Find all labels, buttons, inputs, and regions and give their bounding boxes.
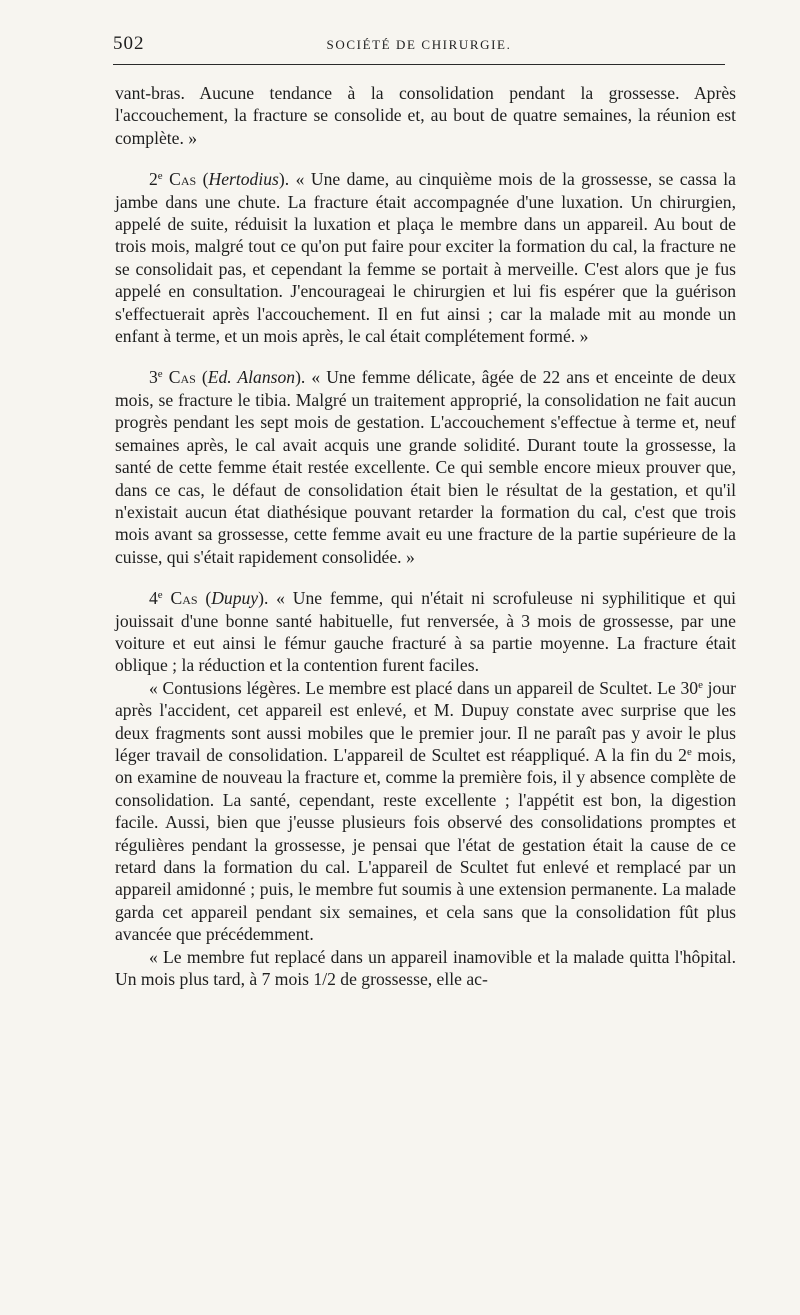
case-text: « Une femme délicate, âgée de 22 ans et enceinte de deux mois, se fracture le tibia. Malgré un traitement approprié, la consolidation ne fait aucun progrès pendant les sept mois de gestation. L'accouchement s'effectue à terme et, neuf semaines après, le cal avait acquis une grande solidité. Durant toute la grossesse, la santé de cette femme était restée excellente. Ce qui semble encore mieux prouver que, dans ce cas, le défaut de consolidation était bien le résultat de la gestation, et qu'il n'existait aucun état diathésique pouvant retarder la formation du cal, c'est que trois mois avant sa grossesse, cette femme avait eu une fracture de la partie supérieure de la cuisse, qui s'était rapidement consolidée. » — [115, 367, 736, 567]
paragraph-continuation: vant-bras. Aucune tendance à la consolidation pendant la grossesse. Après l'accouchement, la fracture se consolide et, au bout de quatre semaines, la réunion est complète. » — [115, 83, 736, 148]
case-number: 2 — [149, 169, 158, 190]
page-number: 502 — [113, 33, 145, 54]
case-text: « Une dame, au cinquième mois de la grossesse, se cassa la jambe dans une chute. La fracture était accompagnée d'une luxation. Un chirurgien, appelé de suite, réduisit la luxation et plaça le membre dans un appareil. Au bout de trois mois, malgré tout ce qu'on put faire pour exciter la formation du cal, la fracture ne se consolidait pas, et cependant la femme se portait à merveille. C'est alors que je fus appelé en consultation. J'encourageai le chirurgien et lui fis espérer que la guérison s'effectuerait après l'accouchement. Il en fut ainsi ; car la malade mit au monde un enfant à terme, et un mois après, le cal était complétement formé. » — [115, 169, 736, 347]
body-text — [115, 82, 736, 990]
case-label: Cas — [170, 588, 198, 609]
case-ordinal: e — [157, 368, 163, 381]
case-text: « Une femme, qui n'était ni scrofuleuse ni syphilitique et qui jouissait d'une bonne santé habituelle, fut renversée, à 3 mois de grossesse, par une voiture et eut ainsi le fémur gauche fracturé à sa partie moyenne. La fracture était oblique ; la réduction et la contention furent faciles. — [115, 588, 737, 676]
page-header — [113, 33, 725, 55]
paragraph-case-4: 4e Cas (Dupuy). « Une femme, qui n'était ni scrofuleuse ni syphilitique et qui jouissait d'une bonne santé habituelle, fut renversée, à 3 mois de grossesse, par une voiture et eut ainsi le fémur gauche fracturé à sa partie moyenne. La fracture était oblique ; la réduction et la contention furent faciles. — [115, 588, 737, 676]
paragraph-case-3: 3e Cas (Ed. Alanson). « Une femme délicate, âgée de 22 ans et enceinte de deux mois, se fracture le tibia. Malgré un traitement approprié, la consolidation ne fait aucun progrès pendant les sept mois de gestation. L'accouchement s'effectue à terme et, neuf semaines après, le cal avait acquis une grande solidité. Durant toute la grossesse, la santé de cette femme était restée excellente. Ce qui semble encore mieux prouver que, dans ce cas, le défaut de consolidation était bien le résultat de la gestation, et qu'il n'existait aucun état diathésique pouvant retarder la formation du cal, c'est que trois mois avant sa grossesse, cette femme avait eu une fracture de la partie supérieure de la cuisse, qui s'était rapidement consolidée. » — [115, 367, 736, 567]
header-rule — [113, 64, 725, 65]
case-ordinal: e — [157, 589, 163, 602]
case-number: 3 — [149, 367, 158, 388]
paragraph-case-4-continued: « Contusions légères. Le membre est placé dans un appareil de Scultet. Le 30e jour après l'accident, cet appareil est enlevé, et M. Dupuy constate avec surprise que les deux fragments sont aussi mobiles que le premier jour. Il ne paraît pas y avoir le plus léger travail de consolidation. L'appareil de Scultet est réappliqué. A la fin du 2e mois, on examine de nouveau la fracture et, comme la première fois, il y absence complète de consolidation. La santé, cependant, reste excellente ; l'appétit est bon, la digestion facile. Aussi, bien que j'eusse plusieurs fois observé des consolidations promptes et régulières pendant la grossesse, je pensai que l'état de gestation était la cause de ce retard dans la formation du cal. L'appareil de Scultet fut enlevé et remplacé par un appareil amidonné ; puis, le membre fut soumis à une extension permanente. La malade garda cet appareil pendant six semaines, et cela sans que la consolidation fût plus avancée que précédemment. — [115, 677, 736, 945]
case-label: Cas — [169, 169, 197, 190]
paragraph-case-2: 2e Cas (Hertodius). « Une dame, au cinquième mois de la grossesse, se cassa la jambe dans une chute. La fracture était accompagnée d'une luxation. Un chirurgien, appelé de suite, réduisit la luxation et plaça le membre dans un appareil. Au bout de trois mois, malgré tout ce qu'on put faire pour exciter la formation du cal, la fracture ne se consolidait pas, et cependant la femme se portait à merveille. C'est alors que je fus appelé en consultation. J'encourageai le chirurgien et lui fis espérer que la guérison s'effectuerait après l'accouchement. Il en fut ainsi ; car la malade mit au monde un enfant à terme, et un mois après, le cal était complétement formé. » — [115, 169, 736, 347]
case-author: Dupuy — [211, 588, 259, 609]
case-author: Ed. Alanson — [207, 367, 296, 388]
paragraph-final: « Le membre fut replacé dans un appareil inamovible et la malade quitta l'hôpital. Un mois plus tard, à 7 mois 1/2 de grossesse, elle ac- — [115, 946, 736, 990]
case-label: Cas — [168, 367, 196, 388]
running-head: SOCIÉTÉ DE CHIRURGIE. — [326, 37, 512, 52]
case-ordinal: e — [157, 170, 163, 183]
case-author: Hertodius — [208, 169, 279, 190]
case-number: 4 — [149, 588, 158, 609]
